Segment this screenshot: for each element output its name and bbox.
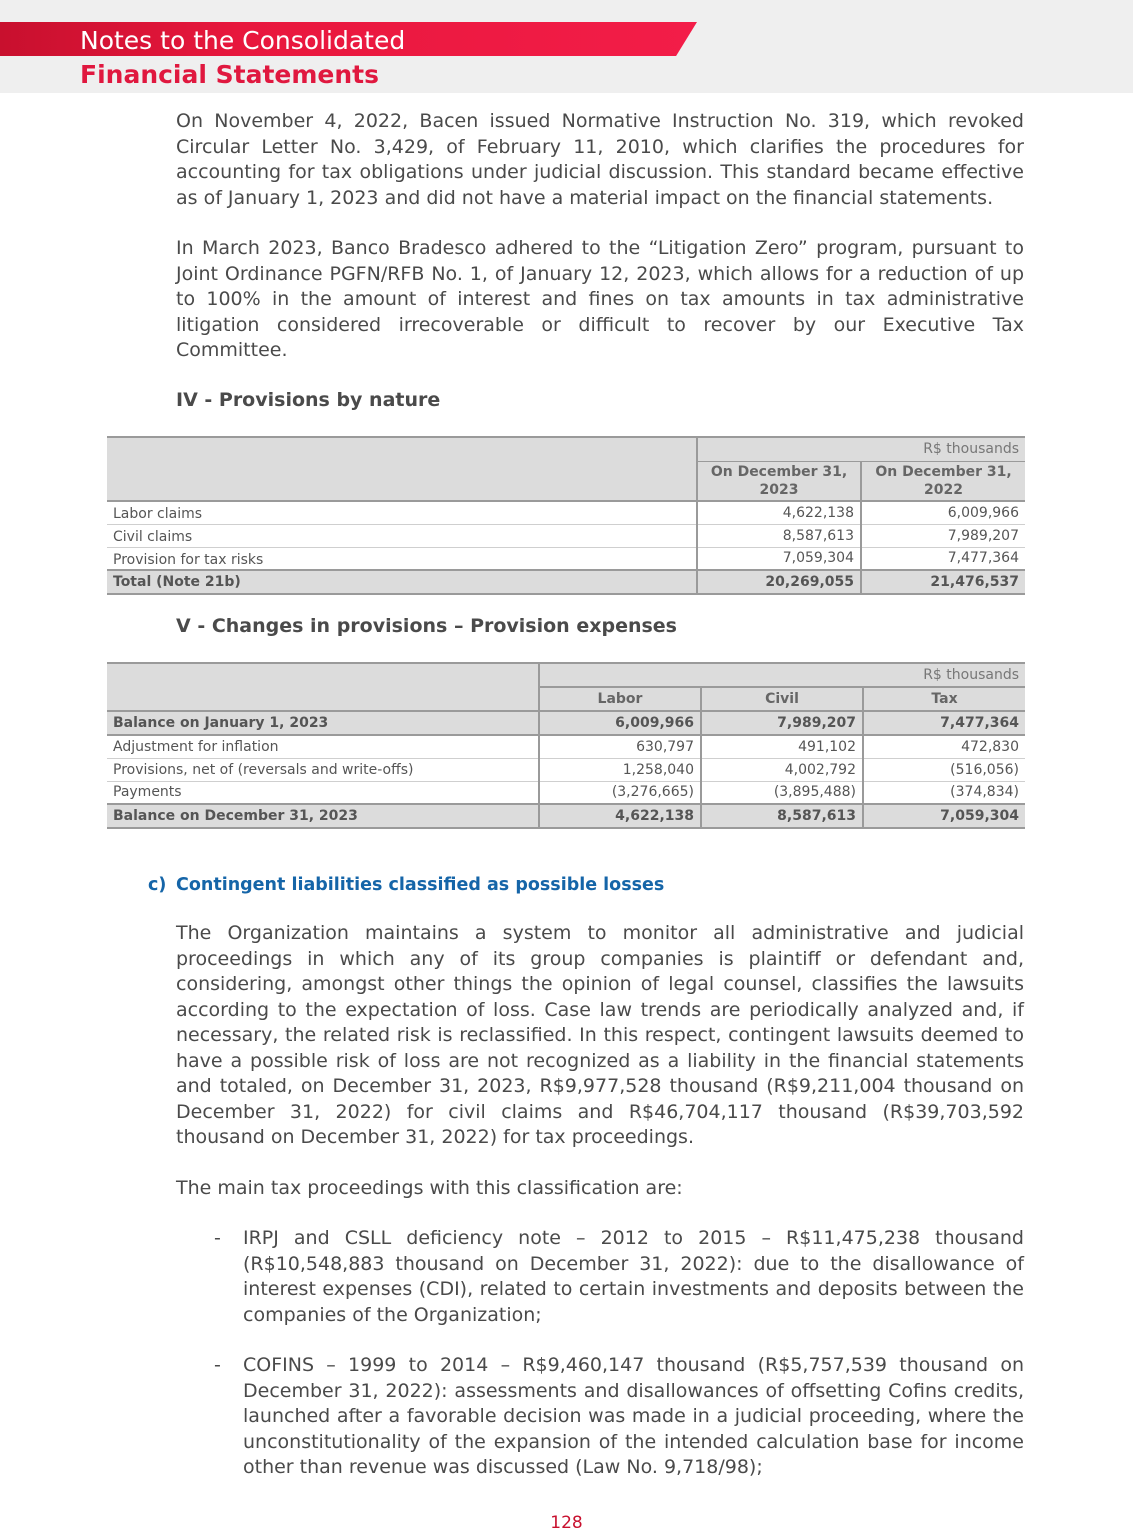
row-label: Adjustment for inflation xyxy=(113,738,279,755)
value-2023: 7,059,304 xyxy=(697,547,861,570)
row-label: Civil claims xyxy=(113,529,193,545)
value-2023: 8,587,613 xyxy=(697,524,861,547)
row-label: Provision for tax risks xyxy=(113,551,264,568)
list-item-irpj-csll: IRPJ and CSLL deficiency note – 2012 to 2015 – R$11,475,238 thousand (R$10,548,883 thousand on December 31, 2022): due to the disallowance of interest expenses (CDI), related to certain investments and deposits between the companies of the Organization; xyxy=(243,1227,1024,1326)
paragraph-contingent-liabilities: The Organization maintains a system to monitor all administrative and judicial proceedings in which any of its group companies is plaintiff or defendant and, considering, amongst other things the opinion of legal counsel, classifies the lawsuits according to the expectation of loss. Case law trends are periodically analyzed and, if necessary, the related risk is reclassified. In this respect, contingent lawsuits deemed to have a possible risk of loss are not recognized as a liability in the financial statements and totaled, on December 31, 2023, R$9,977,528 thousand (R$9,211,004 thousand on December 31, 2022) for civil claims and R$46,704,117 thousand (R$39,703,592 thousand on December 31, 2022) for tax proceedings. xyxy=(176,922,1024,1148)
value-tax: 472,830 xyxy=(863,735,1025,758)
table-row xyxy=(107,758,1025,781)
total-2023: 20,269,055 xyxy=(697,570,861,594)
unit-label: R$ thousands xyxy=(697,437,1025,461)
paragraph-main-tax-proceedings: The main tax proceedings with this classification are: xyxy=(176,1177,683,1199)
value-tax: 7,059,304 xyxy=(863,804,1025,828)
total-2022: 21,476,537 xyxy=(861,570,1025,594)
list-item-cofins: COFINS – 1999 to 2014 – R$9,460,147 thousand (R$5,757,539 thousand on December 31, 2022): assessments and disallowances of offsetting Cofins credits, launched after a favorable decision was made in a judicial proceeding, where the unconstitutionality of the expansion of the intended calculation base for income other than revenue was discussed (Law No. 9,718/98); xyxy=(243,1354,1024,1478)
bullet-marker: - xyxy=(214,1354,221,1376)
document-title-line1: Notes to the Consolidated xyxy=(80,26,406,55)
value-labor: 1,258,040 xyxy=(539,758,701,781)
table-corner xyxy=(107,663,539,711)
row-label: Payments xyxy=(113,784,182,801)
value-2022: 7,477,364 xyxy=(861,547,1025,570)
table-corner xyxy=(107,437,697,501)
page-number: 128 xyxy=(550,1513,583,1533)
section-c-letter: c) xyxy=(148,875,167,895)
value-tax: 7,477,364 xyxy=(863,711,1025,735)
table-row xyxy=(107,547,1025,570)
section-v-heading: V - Changes in provisions – Provision expenses xyxy=(176,615,677,637)
section-c-heading xyxy=(148,875,664,895)
value-labor: 630,797 xyxy=(539,735,701,758)
table-row xyxy=(107,781,1025,804)
section-iv-heading: IV - Provisions by nature xyxy=(176,389,441,411)
unit-label: R$ thousands xyxy=(539,663,1025,687)
column-header-2022: On December 31, 2022 xyxy=(861,461,1025,501)
bullet-marker: - xyxy=(214,1227,221,1249)
table-row xyxy=(107,735,1025,758)
provisions-by-nature-table xyxy=(107,436,1025,595)
changes-in-provisions-table xyxy=(107,662,1025,829)
row-label: Labor claims xyxy=(113,506,203,523)
total-label: Total (Note 21b) xyxy=(113,574,241,590)
paragraph-litigation-zero: In March 2023, Banco Bradesco adhered to the “Litigation Zero” program, pursuant to Joint Ordinance PGFN/RFB No. 1, of January 12, 2023, which allows for a reduction of up to 100% in the amount of interest and fines on tax amounts in tax administrative litigation considered irrecoverable or difficult to recover by our Executive Tax Committee. xyxy=(176,237,1024,361)
value-tax: (374,834) xyxy=(863,781,1025,804)
row-label: Balance on December 31, 2023 xyxy=(113,808,358,824)
table-row xyxy=(107,524,1025,547)
row-label: Provisions, net of (reversals and write-offs) xyxy=(113,761,414,778)
total-row xyxy=(107,570,1025,594)
paragraph-bacen-instruction: On November 4, 2022, Bacen issued Normative Instruction No. 319, which revoked Circular Letter No. 3,429, of February 11, 2010, which clarifies the procedures for accounting for tax obligations under judicial discussion. This standard became effective as of January 1, 2023 and did not have a material impact on the financial statements. xyxy=(176,110,1024,209)
section-c-title: Contingent liabilities classified as possible losses xyxy=(176,875,665,895)
column-header-civil: Civil xyxy=(701,687,863,711)
value-tax: (516,056) xyxy=(863,758,1025,781)
value-civil: 8,587,613 xyxy=(701,804,863,828)
value-civil: 4,002,792 xyxy=(701,758,863,781)
value-2022: 7,989,207 xyxy=(861,524,1025,547)
column-header-labor: Labor xyxy=(539,687,701,711)
column-header-2023: On December 31, 2023 xyxy=(697,461,861,501)
value-civil: (3,895,488) xyxy=(701,781,863,804)
value-labor: 4,622,138 xyxy=(539,804,701,828)
column-header-tax: Tax xyxy=(863,687,1025,711)
value-2022: 6,009,966 xyxy=(861,501,1025,524)
closing-balance-row xyxy=(107,804,1025,828)
value-labor: 6,009,966 xyxy=(539,711,701,735)
opening-balance-row xyxy=(107,711,1025,735)
value-civil: 7,989,207 xyxy=(701,711,863,735)
document-title-line2: Financial Statements xyxy=(80,60,380,89)
row-label: Balance on January 1, 2023 xyxy=(113,715,329,731)
value-civil: 491,102 xyxy=(701,735,863,758)
value-labor: (3,276,665) xyxy=(539,781,701,804)
value-2023: 4,622,138 xyxy=(697,501,861,524)
table-row xyxy=(107,501,1025,524)
